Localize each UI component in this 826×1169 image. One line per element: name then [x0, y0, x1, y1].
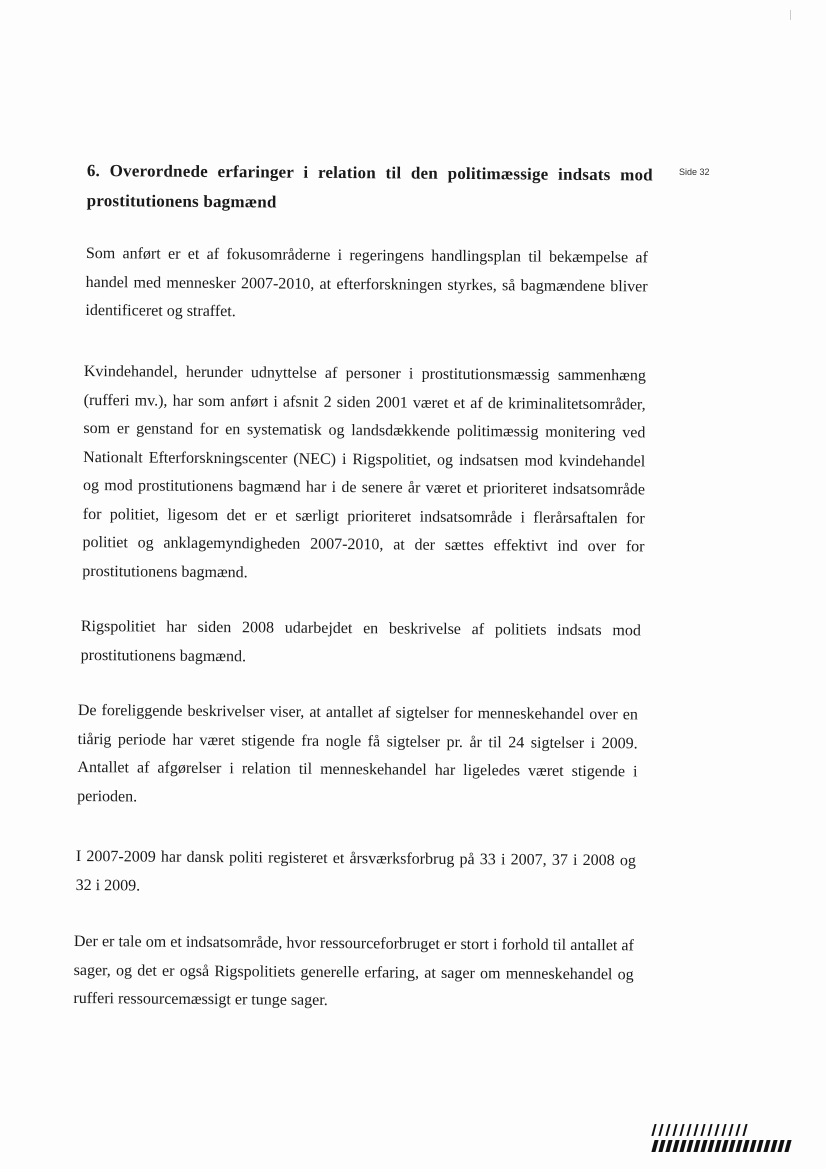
paragraph-5: I 2007-2009 har dansk politi registeret et årsværksforbrug på 33 i 2007, 37 i 2008 og 32 i 2009. [75, 847, 636, 895]
paragraph-6: Der er tale om et indsatsområde, hvor ressourceforbruget er stort i forhold til antallet af sager, og det er også Rigspolitiets generelle erfaring, at sager om menneskehandel og rufferi ressourcemæssigt er tunge sager. [73, 932, 634, 1009]
page-number-label: Side 32 [679, 167, 710, 177]
paragraph-4: De foreliggende beskrivelser viser, at antallet af sigtelser for menneskehandel over en tiårig periode har været stigende fra nogle få sigtelser pr. år til 24 sigtelser i 2009. Antallet af afgørelser i relation til menneskehandel har ligeledes været stigende i perioden. [77, 701, 638, 805]
paragraph-3: Rigspolitiet har siden 2008 udarbejdet en beskrivelse af politiets indsats mod prostitutionens bagmænd. [80, 617, 641, 665]
barcode-row-thick [653, 1140, 793, 1152]
document-barcode [653, 1124, 793, 1156]
barcode-row-thin [653, 1124, 793, 1136]
section-heading: 6. Overordnede erfaringer i relation til den politimæssige indsats mod prostitutionens bagmænd [86, 160, 653, 212]
paragraph-1: Som anført er et af fokusområderne i regeringens handlingsplan til bekæmpelse af handel med mennesker 2007-2010, at efterforskningen styrkes, så bagmændene bliver identificeret og straffet. [85, 244, 648, 321]
paragraph-2: Kvindehandel, herunder udnyttelse af personer i prostitutionsmæssig sammenhæng (rufferi mv.), har som anført i afsnit 2 siden 2001 været et af de kriminalitetsområder, som er genstand for en systematisk og landsdækkende politimæssig monitering ved Nationalt Efterforskningscenter (NEC) i Rigspolitiet, og indsatsen mod kvindehandel og mod prostitutionens bagmænd har i de senere år været et prioriteret indsatsområde for politiet, ligesom det er et særligt prioriteret indsatsområde i flerårsaftalen for politiet og anklagemyndigheden 2007-2010, at der sættes effektivt ind over for prostitutionens bagmænd. [82, 362, 646, 581]
scan-speck [790, 10, 791, 20]
